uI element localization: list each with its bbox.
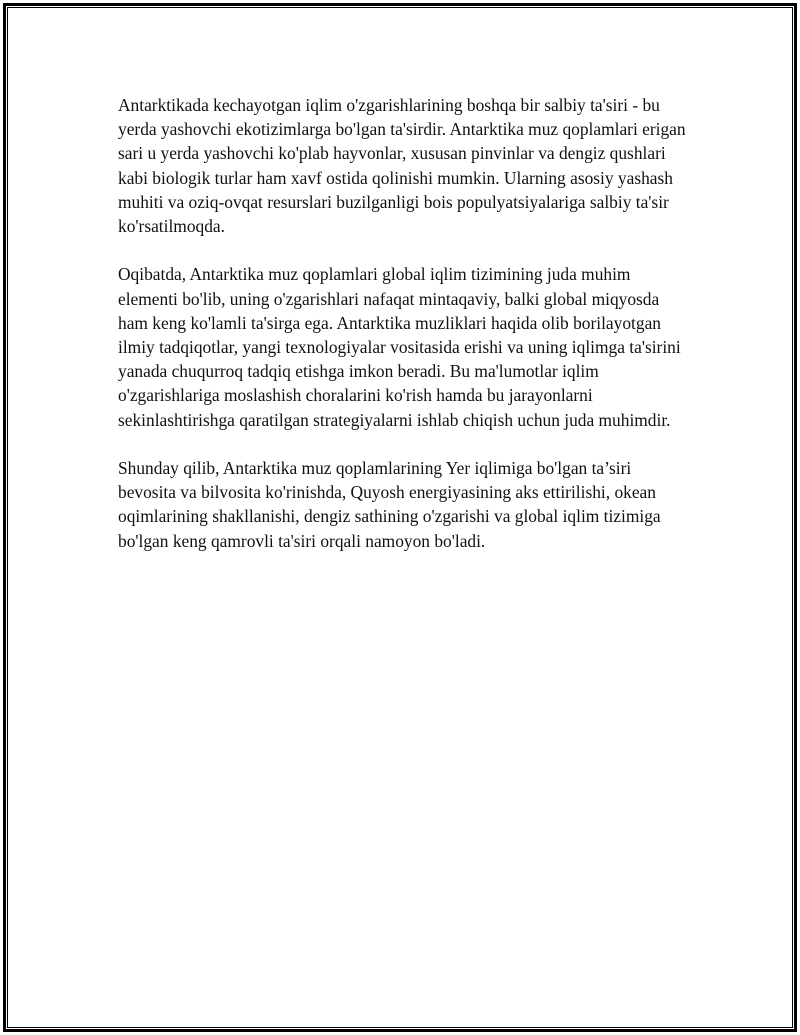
paragraph-1: Antarktikada kechayotgan iqlim o'zgarishlarining boshqa bir salbiy ta'siri - bu yerda yashovchi ekotizimlarga bo'lgan ta'sirdir. Antarktika muz qoplamlari erigan sari u yerda yashovchi ko'plab hayvonlar, xususan pinvinlar va dengiz qushlari kabi biologik turlar ham xavf ostida qolinishi mumkin. Ularning asosiy yashash muhiti va oziq-ovqat resurslari buzilganligi bois populyatsiyalariga salbiy ta'sir ko'rsatilmoqda. [118, 95, 686, 237]
paragraph-3: Shunday qilib, Antarktika muz qoplamlarining Yer iqlimiga bo'lgan ta’siri bevosita va bilvosita ko'rinishda, Quyosh energiyasining aks ettirilishi, okean oqimlarining shakllanishi, dengiz sathining o'zgarishi va global iqlim tizimiga bo'lgan keng qamrovli ta'siri orqali namoyon bo'ladi. [118, 458, 661, 551]
document-body [118, 93, 693, 577]
paragraph-2: Oqibatda, Antarktika muz qoplamlari global iqlim tizimining juda muhim elementi bo'lib, uning o'zgarishlari nafaqat mintaqaviy, balki global miqyosda ham keng ko'lamli ta'sirga ega. Antarktika muzliklari haqida olib borilayotgan ilmiy tadqiqotlar, yangi texnologiyalar vositasida erishi va uning iqlimga ta'sirini yanada chuqurroq tadqiq etishga imkon beradi. Bu ma'lumotlar iqlim o'zgarishlariga moslashish choralarini ko'rish hamda bu jarayonlarni sekinlashtirishga qaratilgan strategiyalarni ishlab chiqish uchun juda muhimdir. [118, 264, 681, 430]
